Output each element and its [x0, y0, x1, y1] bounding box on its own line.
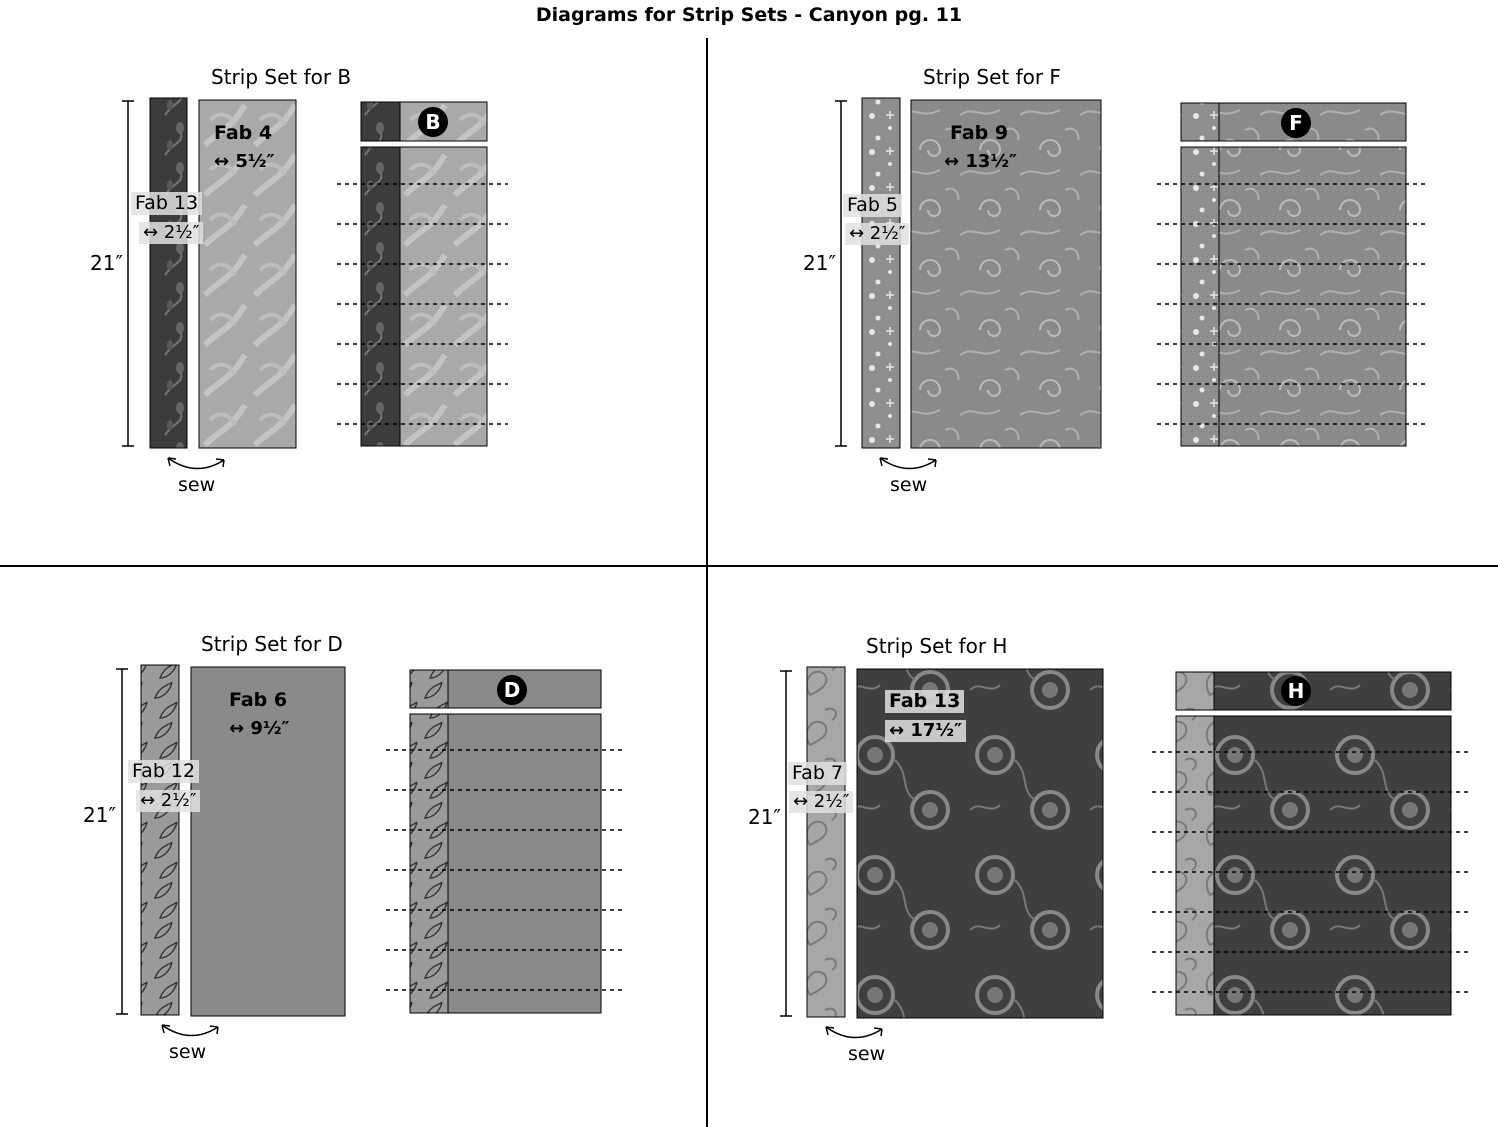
sewn-set-narrow [361, 147, 400, 446]
cut-strip-wide [1214, 672, 1451, 710]
narrow-strip [141, 665, 179, 1015]
sew-arrow [826, 1027, 882, 1038]
wide-fabric-label: Fab 4 [214, 122, 273, 144]
sew-label: sew [890, 474, 928, 496]
narrow-width-label: ↔ 2½″ [845, 223, 909, 245]
sewn-set-wide [1219, 147, 1406, 446]
cut-strip-narrow [1181, 103, 1219, 141]
wide-width-label: ↔ 13½″ [944, 151, 1018, 172]
wide-width-label: ↔ 5½″ [214, 151, 275, 172]
panel-heading: Strip Set for H [866, 634, 1008, 658]
block-badge: F [1281, 108, 1311, 138]
narrow-fabric-label: Fab 13 [131, 192, 202, 215]
length-label: 21″ [90, 251, 123, 275]
panel-heading: Strip Set for B [211, 65, 352, 89]
panel-f [835, 98, 1428, 469]
narrow-fabric-label: Fab 5 [843, 194, 902, 217]
narrow-fabric-label: Fab 12 [128, 760, 199, 783]
narrow-fabric-label: Fab 7 [788, 762, 847, 785]
sewn-set-narrow [1176, 716, 1214, 1015]
sew-arrow [162, 1025, 218, 1036]
sewn-set-narrow [410, 714, 448, 1013]
panel-b [122, 98, 508, 469]
sew-label: sew [178, 474, 216, 496]
narrow-strip [150, 98, 187, 448]
panel-d [116, 665, 622, 1036]
sewn-set-wide [1214, 716, 1451, 1015]
cut-strip-narrow [361, 102, 400, 141]
sewn-set-narrow [1181, 147, 1219, 446]
narrow-width-label: ↔ 2½″ [136, 790, 200, 812]
wide-width-label: ↔ 9½″ [229, 718, 290, 739]
narrow-strip [807, 667, 845, 1017]
sewn-set-wide [400, 147, 487, 446]
cut-strip-narrow [410, 670, 448, 708]
wide-fabric-label: Fab 9 [950, 122, 1009, 144]
panel-heading: Strip Set for D [201, 632, 343, 656]
narrow-strip [862, 98, 900, 448]
wide-width-label: ↔ 17½″ [885, 720, 966, 742]
panel-heading: Strip Set for F [923, 65, 1061, 89]
sew-arrow [168, 458, 224, 469]
sew-arrow [880, 458, 936, 469]
block-badge: H [1281, 676, 1311, 706]
wide-fabric-label: Fab 6 [229, 689, 288, 711]
length-label: 21″ [803, 251, 836, 275]
block-badge: B [418, 107, 448, 137]
length-label: 21″ [83, 803, 116, 827]
cut-strip-wide [1219, 103, 1406, 141]
sew-label: sew [169, 1041, 207, 1063]
cut-strip-narrow [1176, 672, 1214, 710]
page-title: Diagrams for Strip Sets - Canyon pg. 11 [535, 4, 963, 26]
sewn-set-wide [448, 714, 601, 1013]
panel-h [780, 667, 1472, 1038]
length-label: 21″ [748, 805, 781, 829]
block-badge: D [497, 675, 527, 705]
narrow-width-label: ↔ 2½″ [139, 222, 203, 244]
sew-label: sew [848, 1043, 886, 1065]
wide-fabric-label: Fab 13 [885, 690, 964, 713]
narrow-width-label: ↔ 2½″ [789, 791, 853, 813]
